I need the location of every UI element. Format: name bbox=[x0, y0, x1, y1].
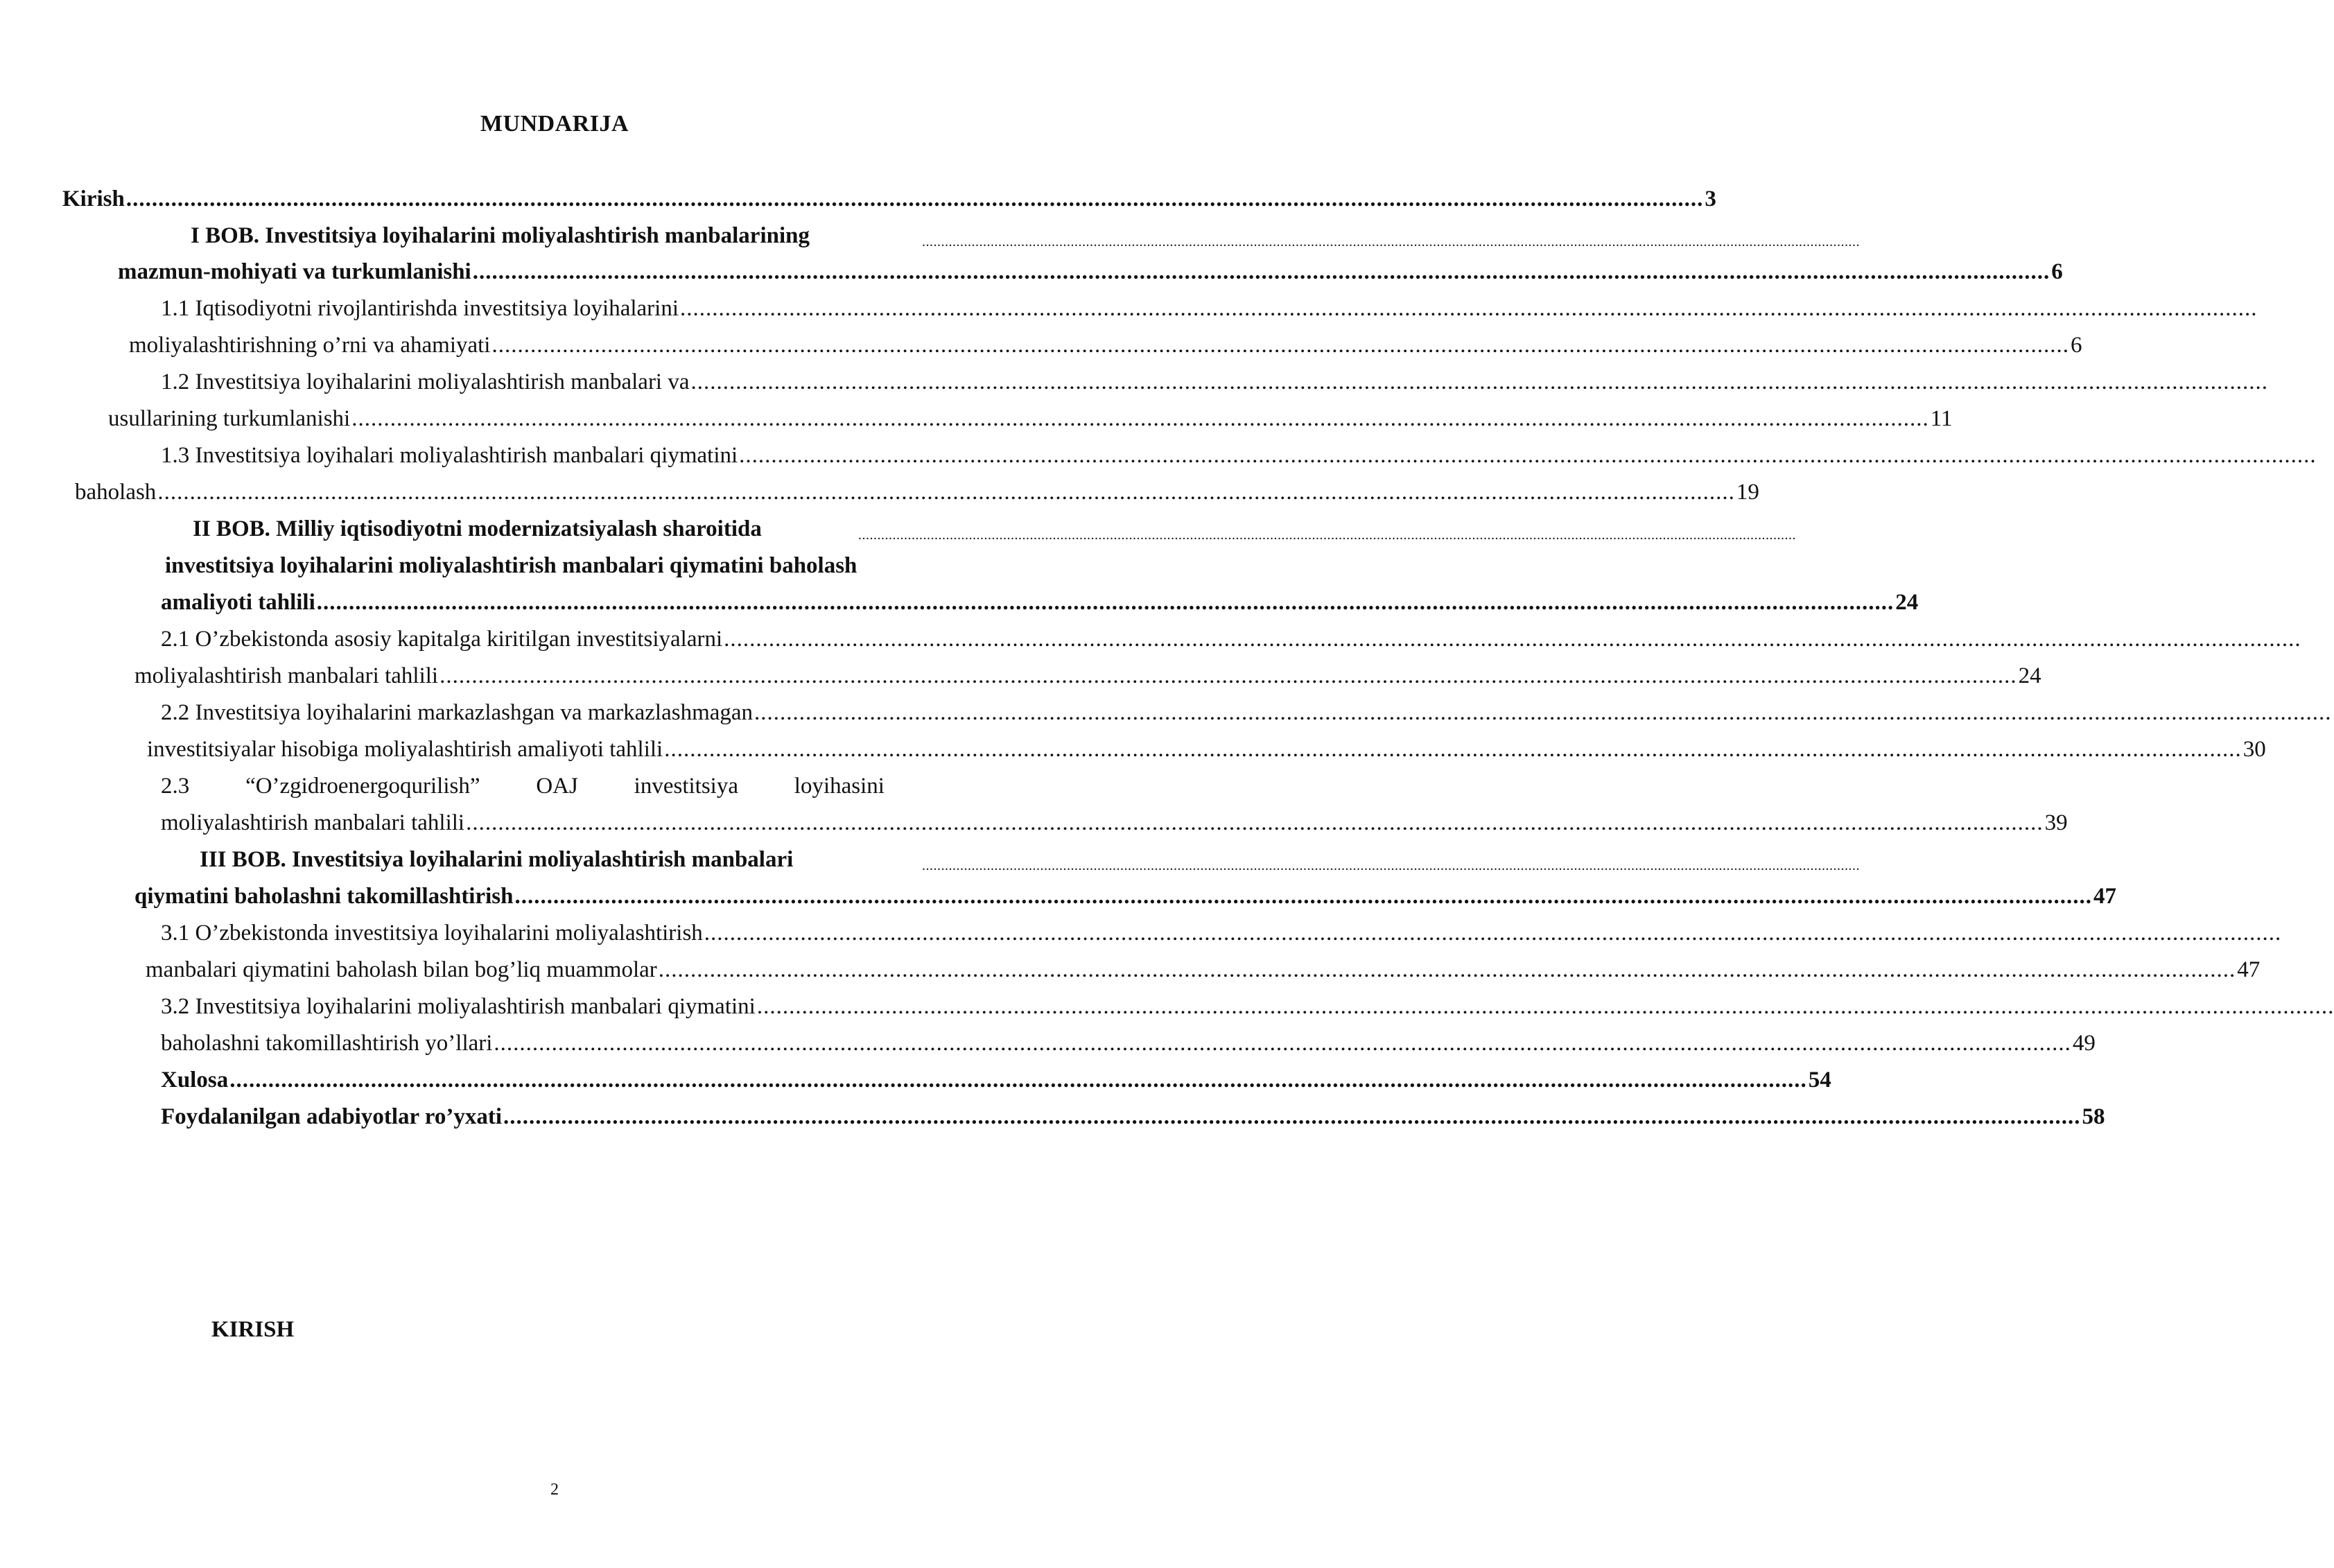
chapter-heading-text: III BOB. Investitsiya loyihalarini moliyalashtirish manbalari bbox=[200, 847, 794, 872]
subheading-text: 1.2 Investitsiya loyihalarini moliyalashtirish manbalari va bbox=[161, 369, 690, 394]
toc-page-number: 47 bbox=[2093, 884, 2116, 909]
toc-entry-adabiyotlar[interactable] bbox=[161, 1101, 2105, 1132]
dot-leader: ...................................................................................................................................................................................................................................................... bbox=[472, 259, 2050, 284]
toc-chapter-heading bbox=[191, 220, 810, 251]
toc-entry-label: mazmun-mohiyati va turkumlanishi bbox=[118, 259, 471, 284]
toc-page-number: 30 bbox=[2242, 737, 2266, 762]
toc-entry-3-1[interactable] bbox=[146, 955, 2261, 985]
dot-leader: ...................................................................................................................................................................................................................................................... bbox=[229, 1068, 1807, 1092]
subheading-text: 1.3 Investitsiya loyihalari moliyalashtirish manbalari qiymatini bbox=[161, 443, 738, 468]
toc-entry-bob1[interactable] bbox=[118, 256, 2063, 287]
toc-page-number: 24 bbox=[2018, 663, 2041, 688]
toc-entry-2-2[interactable] bbox=[147, 734, 2266, 765]
dot-leader: ...................................................................................................................................................................................................................................................... bbox=[724, 627, 2301, 652]
toc-entry-label: moliyalashtirishning o’rni va ahamiyati bbox=[129, 333, 491, 358]
toc-page-number: 47 bbox=[2237, 957, 2261, 982]
toc-entry-bob2[interactable] bbox=[161, 587, 1919, 618]
dot-leader: ...................................................................................................................................................................................................................................................... bbox=[514, 884, 2092, 909]
dot-leader: ...................................................................................................................................................................................................................................................... bbox=[858, 528, 1796, 543]
dot-leader: ...................................................................................................................................................................................................................................................... bbox=[704, 921, 2282, 946]
toc-entry-label: Kirish bbox=[62, 186, 125, 211]
subheading-word: 2.3 bbox=[161, 774, 190, 799]
chapter-heading-text: I BOB. Investitsiya loyihalarini moliyalashtirish manbalarining bbox=[191, 223, 810, 248]
toc-page-number: 19 bbox=[1736, 480, 1759, 505]
toc-page-number: 24 bbox=[1895, 590, 1919, 615]
dot-leader: ...................................................................................................................................................................................................................................................... bbox=[466, 810, 2044, 835]
kirish-heading: KIRISH bbox=[211, 1317, 295, 1342]
chapter-heading-text: II BOB. Milliy iqtisodiyotni modernizatsiyalash sharoitida bbox=[193, 516, 762, 541]
subheading-text: 2.1 O’zbekistonda asosiy kapitalga kiritilgan investitsiyalarni bbox=[161, 627, 723, 652]
dot-leader: ...................................................................................................................................................................................................................................................... bbox=[658, 957, 2236, 982]
dot-leader: ...................................................................................................................................................................................................................................................... bbox=[491, 333, 2069, 358]
toc-page-number: 39 bbox=[2044, 810, 2068, 835]
toc-entry-label: usullarining turkumlanishi bbox=[108, 406, 351, 431]
toc-entry-label: amaliyoti tahlili bbox=[161, 590, 315, 615]
toc-entry-label: baholashni takomillashtirish yo’llari bbox=[161, 1031, 493, 1056]
toc-subheading bbox=[161, 367, 2268, 397]
dot-leader: ...................................................................................................................................................................................................................................................... bbox=[125, 186, 1704, 211]
toc-subheading bbox=[161, 918, 2282, 948]
subheading-text: 1.1 Iqtisodiyotni rivojlantirishda investitsiya loyihalarini bbox=[161, 296, 679, 321]
toc-entry-xulosa[interactable] bbox=[161, 1065, 1831, 1095]
subheading-text: 3.1 O’zbekistonda investitsiya loyihalarini moliyalashtirish bbox=[161, 921, 703, 946]
toc-entry-1-3[interactable] bbox=[75, 477, 1759, 507]
toc-chapter-heading bbox=[193, 514, 762, 544]
toc-page-number: 54 bbox=[1808, 1068, 1831, 1092]
toc-entry-1-2[interactable] bbox=[108, 403, 1953, 434]
dot-leader: ...................................................................................................................................................................................................................................................... bbox=[503, 1104, 2081, 1129]
toc-entry-label: Foydalanilgan adabiyotlar ro’yxati bbox=[161, 1104, 503, 1129]
toc-entry-label: manbalari qiymatini baholash bilan bog’liq muammolar bbox=[146, 957, 657, 982]
dot-leader: ...................................................................................................................................................................................................................................................... bbox=[439, 663, 2017, 688]
toc-entry-2-3[interactable] bbox=[161, 808, 2068, 838]
toc-chapter-heading bbox=[165, 550, 857, 581]
toc-page-number: 3 bbox=[1705, 186, 1716, 211]
toc-entry-label: qiymatini baholashni takomillashtirish bbox=[134, 884, 514, 909]
subheading-word: investitsiya bbox=[634, 774, 738, 799]
toc-entry-1-1[interactable] bbox=[129, 330, 2082, 360]
toc-entry-bob3[interactable] bbox=[134, 881, 2116, 912]
subheading-word: OAJ bbox=[536, 774, 578, 799]
toc-chapter-heading bbox=[200, 844, 793, 875]
dot-leader: ...................................................................................................................................................................................................................................................... bbox=[351, 406, 1929, 431]
dot-leader: ...................................................................................................................................................................................................................................................... bbox=[754, 700, 2332, 725]
toc-subheading bbox=[161, 440, 2317, 471]
toc-page-number: 6 bbox=[2070, 333, 2082, 358]
toc-entry-label: investitsiyalar hisobiga moliyalashtirish amaliyoti tahlili bbox=[147, 737, 663, 762]
subheading-word: “O’zgidroenergoqurilish” bbox=[245, 774, 480, 799]
page-number: 2 bbox=[550, 1481, 559, 1499]
toc-subheading bbox=[161, 697, 2332, 728]
dot-leader: ...................................................................................................................................................................................................................................................... bbox=[664, 737, 2242, 762]
toc-page-number: 49 bbox=[2072, 1031, 2096, 1056]
toc-page-number: 11 bbox=[1930, 406, 1953, 431]
toc-subheading bbox=[161, 991, 2334, 1022]
toc-page-number: 58 bbox=[2082, 1104, 2105, 1129]
subheading-word: loyihasini bbox=[794, 774, 885, 799]
toc-title: MUNDARIJA bbox=[480, 111, 629, 137]
dot-leader: ...................................................................................................................................................................................................................................................... bbox=[494, 1031, 2071, 1056]
subheading-text: 2.2 Investitsiya loyihalarini markazlashgan va markazlashmagan bbox=[161, 700, 754, 725]
toc-entry-label: Xulosa bbox=[161, 1068, 229, 1092]
toc-entry-kirish[interactable] bbox=[62, 184, 1716, 214]
dot-leader: ...................................................................................................................................................................................................................................................... bbox=[739, 443, 2317, 468]
toc-page-number: 6 bbox=[2051, 259, 2063, 284]
dot-leader: ...................................................................................................................................................................................................................................................... bbox=[316, 590, 1895, 615]
toc-entry-label: moliyalashtirish manbalari tahlili bbox=[134, 663, 439, 688]
dot-leader: ...................................................................................................................................................................................................................................................... bbox=[756, 994, 2334, 1019]
dot-leader: ...................................................................................................................................................................................................................................................... bbox=[922, 234, 1860, 250]
chapter-heading-text: investitsiya loyihalarini moliyalashtirish manbalari qiymatini baholash bbox=[165, 553, 857, 578]
dot-leader: ...................................................................................................................................................................................................................................................... bbox=[157, 480, 1735, 505]
dot-leader: ...................................................................................................................................................................................................................................................... bbox=[680, 296, 2258, 321]
toc-entry-3-2[interactable] bbox=[161, 1028, 2096, 1059]
dot-leader: ...................................................................................................................................................................................................................................................... bbox=[922, 858, 1860, 873]
subheading-text: 3.2 Investitsiya loyihalarini moliyalashtirish manbalari qiymatini bbox=[161, 994, 756, 1019]
toc-entry-label: moliyalashtirish manbalari tahlili bbox=[161, 810, 465, 835]
toc-subheading bbox=[161, 624, 2301, 654]
toc-subheading bbox=[161, 293, 2258, 324]
toc-entry-2-1[interactable] bbox=[134, 661, 2041, 691]
dot-leader: ...................................................................................................................................................................................................................................................... bbox=[690, 369, 2268, 394]
toc-subheading bbox=[161, 771, 885, 801]
toc-entry-label: baholash bbox=[75, 480, 157, 505]
